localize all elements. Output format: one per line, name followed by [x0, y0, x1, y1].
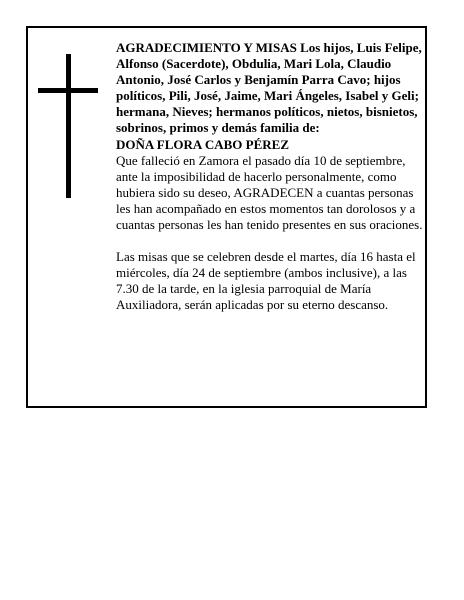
- gratitude-paragraph: Que falleció en Zamora el pasado día 10 de septiembre, ante la imposibilidad de hacerlo personalmente, como hubiera sido su deseo, AGRADECEN a cuantas personas les han acompañado en estos momentos tan dorolosos y a cuantas personas les han tenido presentes en sus oraciones.: [116, 152, 423, 233]
- deceased-name: DOÑA FLORA CABO PÉREZ: [116, 136, 289, 152]
- notice-intro: AGRADECIMIENTO Y MISAS Los hijos, Luis Felipe, Alfonso (Sacerdote), Obdulia, Mari Lola, Claudio Antonio, José Carlos y Benjamín Parra Cavo; hijos políticos, Pili, José, Jaime, Mari Ángeles, Isabel y Geli; hermana, Nieves; hermanos políticos, nietos, bisnietos, sobrinos, primos y demás familia de:: [116, 40, 422, 136]
- notice-text: [116, 40, 426, 314]
- masses-paragraph: Las misas que se celebren desde el martes, día 16 hasta el miércoles, día 24 de septiembre (ambos inclusive), a las 7.30 de la tarde, en la iglesia parroquial de María Auxiliadora, serán aplicadas por su eterno descanso.: [116, 249, 416, 313]
- cross-vertical-bar: [66, 54, 71, 198]
- cross-horizontal-bar: [38, 88, 98, 93]
- cross-icon: [38, 54, 98, 200]
- paragraph-spacer: [116, 233, 426, 249]
- obituary-notice: [26, 26, 427, 408]
